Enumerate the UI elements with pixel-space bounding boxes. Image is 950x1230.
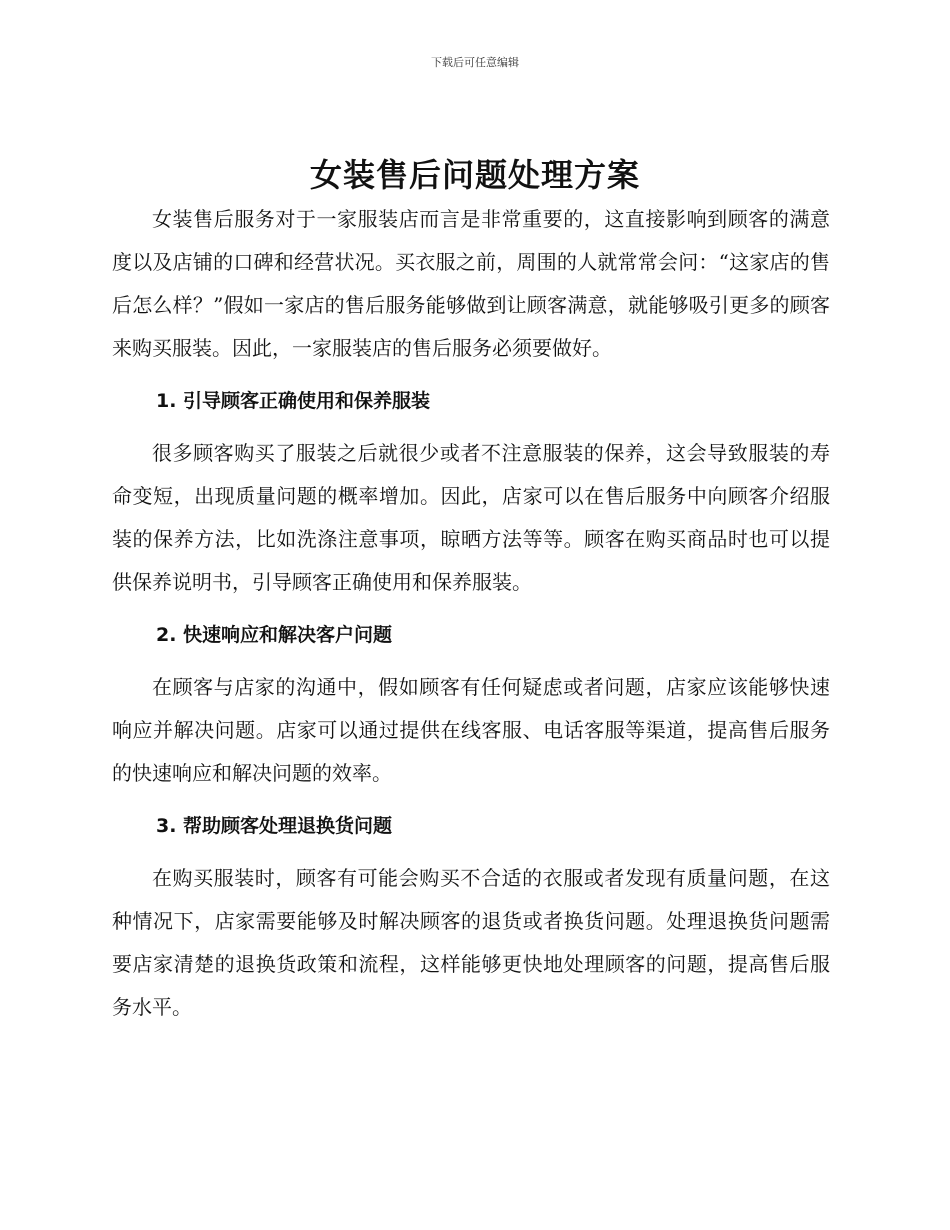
document-title: 女装售后问题处理方案 <box>309 156 640 194</box>
section-heading: 2. 快速响应和解决客户问题 <box>156 624 393 646</box>
intro-paragraph: 女装售后服务对于一家服装店而言是非常重要的，这直接影响到顾客的满意度以及店铺的口碑和经营状况。买衣服之前，周围的人就常常会问：“这家店的售后怎么样？”假如一家店的售后服务能够做到让顾客满意，就能够吸引更多的顾客来购买服装。因此，一家服装店的售后服务必须要做好。 <box>112 207 830 360</box>
section-heading: 1. 引导顾客正确使用和保养服装 <box>156 390 431 412</box>
section-paragraph: 在购买服装时，顾客有可能会购买不合适的衣服或者发现有质量问题，在这种情况下，店家需要能够及时解决顾客的退货或者换货问题。处理退换货问题需要店家清楚的退换货政策和流程，这样能够更快地处理顾客的问题，提高售后服务水平。 <box>112 866 830 1019</box>
document-body <box>112 198 830 1029</box>
section-paragraph: 在顾客与店家的沟通中，假如顾客有任何疑虑或者问题，店家应该能够快速响应并解决问题。店家可以通过提供在线客服、电话客服等渠道，提高售后服务的快速响应和解决问题的效率。 <box>112 675 830 785</box>
section-3 <box>112 807 830 1029</box>
section-paragraph: 很多顾客购买了服装之后就很少或者不注意服装的保养，这会导致服装的寿命变短，出现质量问题的概率增加。因此，店家可以在售后服务中向顾客介绍服装的保养方法，比如洗涤注意事项，晾晒方法等等。顾客在购买商品时也可以提供保养说明书，引导顾客正确使用和保养服装。 <box>112 441 830 594</box>
section-2 <box>112 616 830 795</box>
section-heading: 3. 帮助顾客处理退换货问题 <box>156 815 393 837</box>
header-note: 下载后可任意编辑 <box>431 56 519 69</box>
section-1 <box>112 382 830 604</box>
